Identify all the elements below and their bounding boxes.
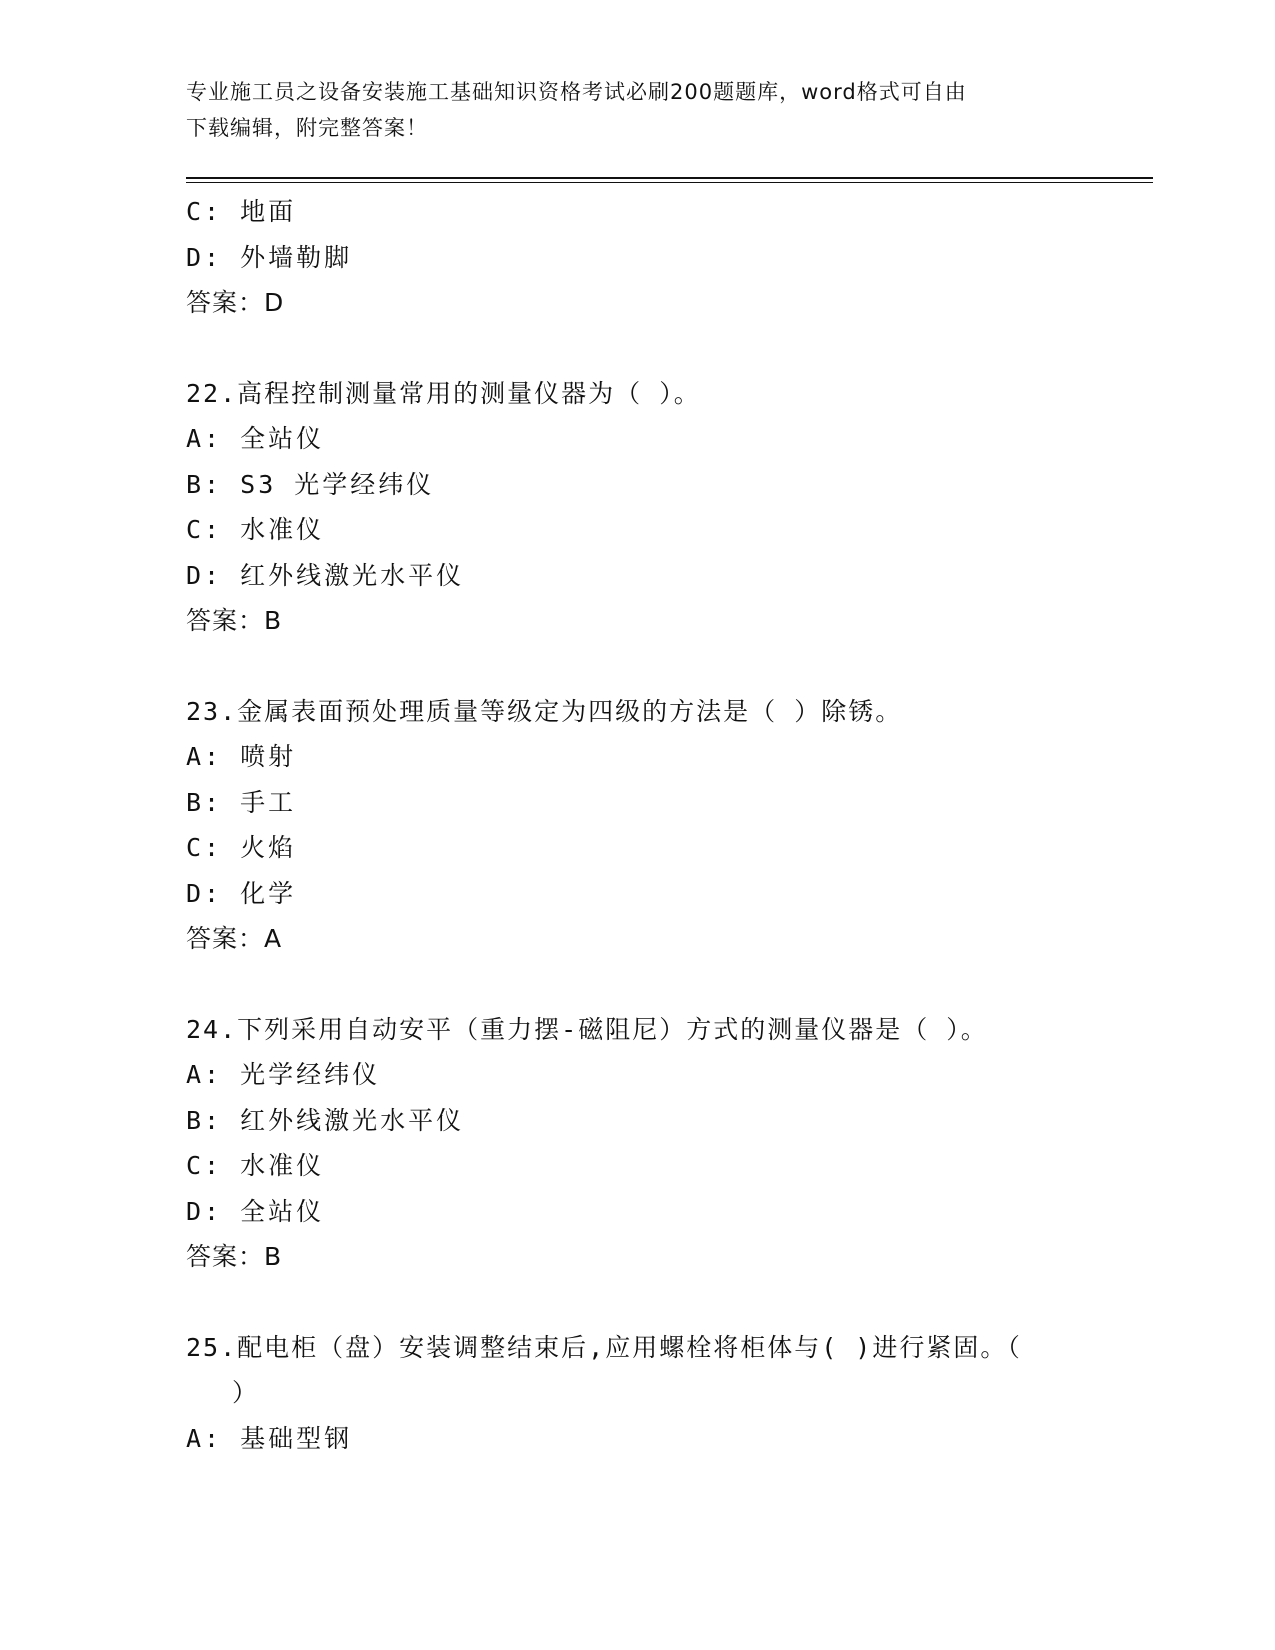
answer-line: 答案：B	[186, 1242, 283, 1271]
option-b: B: 手工	[186, 787, 297, 817]
option-c: C: 水准仪	[186, 515, 325, 544]
option-a: A: 基础型钢	[186, 1423, 353, 1453]
question-23	[186, 689, 1076, 962]
option-b: B: S3 光学经纬仪	[186, 469, 435, 499]
question-spacer	[186, 962, 1076, 1007]
option-b: B: 红外线激光水平仪	[186, 1105, 465, 1135]
question-stem: 23.金属表面预处理质量等级定为四级的方法是（ ）除锈。	[186, 696, 903, 726]
question-22	[186, 371, 1076, 644]
header-divider-thin	[186, 182, 1153, 183]
option-a: A: 全站仪	[186, 424, 325, 453]
question-list	[186, 189, 1076, 1461]
header-line-2: 下载编辑，附完整答案！	[186, 116, 428, 140]
option-d: D: 化学	[186, 878, 297, 908]
option-d: D: 红外线激光水平仪	[186, 560, 465, 590]
header-divider-thick	[186, 177, 1153, 179]
question-spacer	[186, 644, 1076, 689]
option-a: A: 喷射	[186, 742, 297, 771]
question-stem: 24.下列采用自动安平（重力摆-磁阻尼）方式的测量仪器是（ ）。	[186, 1014, 988, 1044]
question-stem: 22.高程控制测量常用的测量仪器为（ ）。	[186, 378, 701, 408]
header-line-1: 专业施工员之设备安装施工基础知识资格考试必刷200题题库，word格式可自由	[186, 80, 967, 104]
question-spacer	[186, 326, 1076, 371]
question-21-tail	[186, 189, 1076, 326]
answer-line: 答案：A	[186, 924, 283, 953]
option-d: D: 全站仪	[186, 1196, 325, 1226]
question-25	[186, 1325, 1076, 1462]
answer-line: 答案：D	[186, 288, 285, 317]
option-d: D: 外墙勒脚	[186, 242, 353, 272]
question-spacer	[186, 1280, 1076, 1325]
option-a: A: 光学经纬仪	[186, 1060, 381, 1089]
question-stem: 25.配电柜（盘）安装调整结束后,应用螺栓将柜体与( )进行紧固。（	[186, 1332, 1022, 1362]
question-stem-continuation: ）	[232, 1378, 260, 1407]
answer-line: 答案：B	[186, 606, 283, 635]
option-c: C: 火焰	[186, 833, 297, 862]
option-c: C: 水准仪	[186, 1151, 325, 1180]
question-24	[186, 1007, 1076, 1280]
document-header	[186, 74, 1066, 146]
option-c: C: 地面	[186, 197, 297, 226]
